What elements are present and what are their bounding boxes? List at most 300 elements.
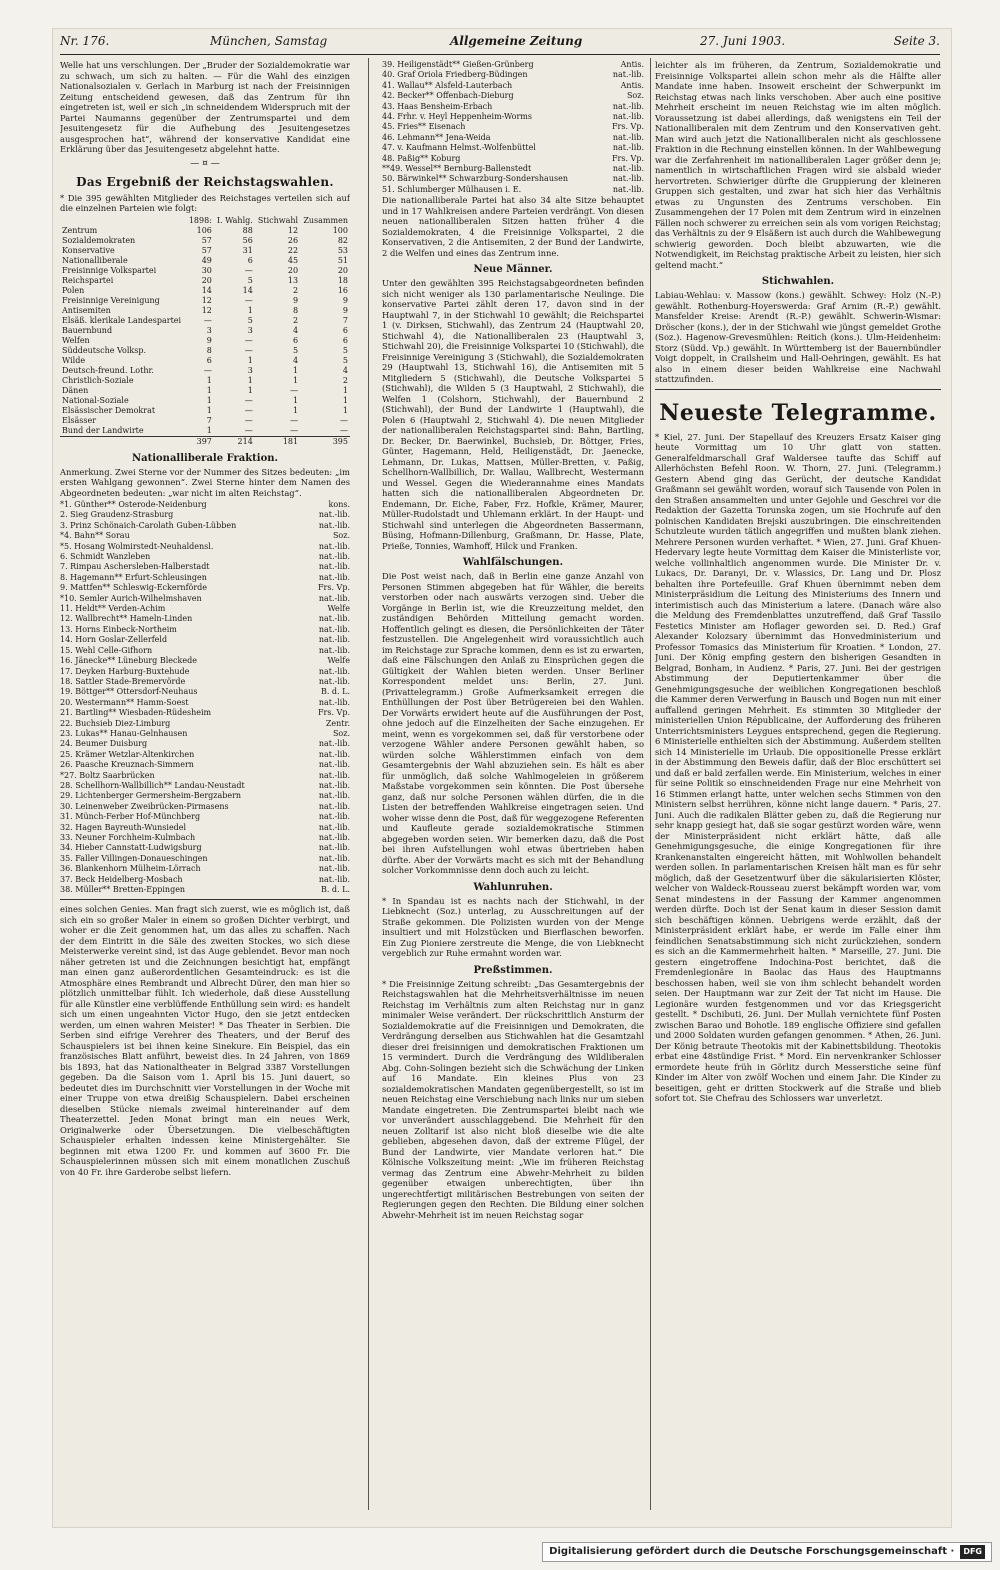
list-item [60, 750, 350, 760]
list-item [60, 552, 350, 562]
table-cell: — [244, 345, 253, 355]
table-cell: 1 [247, 385, 253, 395]
table-cell: 5 [247, 315, 253, 325]
table-cell: 26 [287, 235, 299, 245]
table-cell: Dänen [62, 385, 89, 395]
table-row [60, 406, 350, 416]
list-item [382, 70, 644, 80]
table-cell: 20 [201, 275, 212, 285]
table-cell: 106 [196, 225, 212, 235]
list-item [60, 604, 350, 614]
table-cell: — [203, 315, 212, 325]
section-title-stichwahlen: Stichwahlen. [761, 276, 835, 287]
table-cell [60, 436, 186, 447]
member-name: 23. Lukas** Hanau-Gelnhausen [60, 728, 188, 738]
continued-text: leichter als im früheren, da Zentrum, Sozialdemokratie und Freisinnige Volkspartei allein schon mehr als die Hälfte aller Mandate inne haben. Insoweit erscheint der Schwerpunkt im Reichstag etwas nach links verschoben. Aber auch eine positive Mehrheit erscheint im neuen Reichstag wie im alten möglich. Voraussetzung ist dabei allerdings, daß wenigstens ein Teil der Nationalliberalen mit dem Zentrum und den Konservativen geht. Man wird auch jetzt die Nationalliberalen nicht als geschlossene Fraktion in die Rechnung einstellen können. In der Wahlbewegung war die Zerfahrenheit im nationalliberalen Lager größer denn je; namentlich in wirtschaftlichen Fragen wird sie alsbald wieder hervortreten. Schwieriger dürfte die Gruppierung der kleineren Gruppen sich gestalten, und zwar hat sich hier das Verhältnis etwas zu Ungunsten des Zentrums verschoben. Ein Zusammengehen der 17 Polen mit dem Zentrum wird in einzelnen Fällen noch schwerer zu erreichen sein als vom vorigen Reichstag; das Verhältnis zu der 9 Elsäßern ist auch durch die Wahlbewegung schwierig geworden. Doch bleibt abzuwarten, wie die Notwendigkeit, im Reichstag praktische Arbeit zu leisten, hier sich geltend macht.“ [655, 60, 941, 270]
member-party: nat.-lib. [318, 666, 350, 676]
member-name: 12. Wallbrecht** Hameln-Linden [60, 614, 193, 624]
list-item [60, 510, 350, 520]
list-item [60, 594, 350, 604]
list-item [382, 81, 644, 91]
member-name: 48. Paßig** Koburg [382, 153, 461, 163]
page-header [60, 32, 940, 52]
table-cell: 88 [242, 225, 253, 235]
list-item [60, 823, 350, 833]
issue-number: Nr. 176. [60, 34, 110, 48]
section-title-telegramme: Neueste Telegramme. [659, 399, 937, 426]
member-party: Frs. Vp. [611, 153, 644, 163]
member-name: 30. Leinenweber Zweibrücken-Pirmasens [60, 801, 229, 811]
member-name: 34. Hieber Cannstatt-Ludwigsburg [60, 843, 202, 853]
column-divider [650, 58, 651, 1510]
table-cell: Antisemiten [62, 305, 111, 315]
table-cell: 53 [337, 245, 348, 255]
table-row [60, 416, 350, 426]
table-cell: — [244, 405, 253, 415]
list-item [60, 656, 350, 666]
member-party: nat.-lib. [318, 510, 350, 520]
table-cell: — [290, 385, 299, 395]
results-table [60, 216, 350, 447]
table-header-cell: I. Wahlg. [216, 215, 253, 225]
list-item [60, 562, 350, 572]
member-name: 11. Heldt** Verden-Achim [60, 604, 166, 614]
table-cell: 6 [247, 255, 253, 265]
section-title-wahlfaelschungen: Wahlfälschungen. [462, 557, 564, 569]
table-row [60, 236, 350, 246]
stichwahlen-text: Labiau-Wehlau: v. Massow (kons.) gewählt. Schwey: Holz (N.-P.) gewählt. Rothenburg-Hoyerswerda: Graf Arnim (R.-P.) gewählt. Mansfelder Kreise: Arendt (R.-P.) gewählt. Schwerin-Wismar: Dröscher (kons.), der in der Stichwahl wie jüngst gemeldet Grothe (Soz.). Hagenow-Grevesmühlen: Reitich (kons.). Ulm-Heidenheim: Storz (Südd. Vp.) gewählt. In Württemberg ist der Bauernbündler Voigt doppelt, in Crailsheim und Hall-Oehringen, gewählt. Es hat also in einem dieser beiden Wahlkreise eine Nachwahl stattzufinden. [655, 290, 941, 384]
table-cell: 3 [247, 365, 253, 375]
member-party: nat.-lib. [318, 614, 350, 624]
list-item [382, 122, 644, 132]
table-cell: Christlich-Soziale [62, 375, 134, 385]
member-party: nat.-lib. [612, 164, 644, 174]
table-cell: 82 [337, 235, 348, 245]
list-item [382, 174, 644, 184]
member-party: Zentr. [325, 718, 350, 728]
table-cell: 1 [293, 405, 299, 415]
member-name: 26. Paasche Kreuznach-Simmern [60, 760, 194, 770]
table-cell: Elsässischer Demokrat [62, 405, 156, 415]
member-party: kons. [328, 500, 350, 509]
section-title-pressstimmen: Preßstimmen. [473, 964, 553, 976]
member-party: Frs. Vp. [317, 708, 350, 718]
member-name: *1. Günther** Osterode-Neidenburg [60, 500, 207, 509]
table-cell: 1 [206, 405, 212, 415]
member-name: 3. Prinz Schönaich-Carolath Guben-Lübben [60, 520, 237, 530]
member-party: Soz. [332, 531, 350, 541]
member-party: Antis. [620, 80, 644, 90]
member-party: nat.-lib. [318, 552, 350, 562]
member-name: 18. Sattler Stade-Bremervörde [60, 676, 186, 686]
member-party: nat.-lib. [318, 572, 350, 582]
member-name: 14. Horn Goslar-Zellerfeld [60, 635, 168, 645]
table-cell: 14 [201, 285, 212, 295]
table-row [60, 386, 350, 396]
table-cell: 9 [342, 295, 348, 305]
member-party: nat.-lib. [612, 70, 644, 80]
table-cell: 14 [242, 285, 253, 295]
pressstimmen-text: * Die Freisinnige Zeitung schreibt: „Das Gesamtergebnis der Reichstagswahlen hat die Mehrheitsverhältnisse im neuen Reichstag im Verhältnis zum alten Reichstag nur in ganz minimaler Weise verändert. Der rückschrittlich Ansturm der Sozialdemokratie auf die Freisinnigen und Demokraten, die Verdrängung derselben aus Stichwahlen hat die Gesamtzahl dieser drei freisinnigen und demokratischen Fraktionen um 15 vermindert. Durch die Verdrängung des Wildliberalen Abg. Cohn-Solingen bezieht sich die Schwächung der Linken auf 16 Mandate. Ein kleines Plus von 23 sozialdemokratischen Mandaten gegenübergestellt, so ist im neuen Reichstag eine Verschiebung nach links nur um sieben Mandate eingetreten. Die Zentrumspartei bleibt nach wie vor unverändert ausschlaggebend. Die Mehrheit für den neuen Zolltarif ist also nicht bloß dieselbe wie die alte geblieben, abgesehen davon, daß der extreme Flügel, der Bund der Landwirte, vier Mandate verloren hat.“ Die Kölnische Volkszeitung meint: „Wie im früheren Reichstag vermag das Zentrum eine Abwehr-Mehrheit zu bilden gegenüber etwaigen unberechtigten, über ihn ungerechtfertigt militärischen Bestrebungen von seiten der Regierungen gegen den Rechten. Die Bildung einer solchen Abwehr-Mehrheit ist im neuen Reichstag sogar [382, 978, 644, 1220]
table-cell: 2 [293, 315, 299, 325]
table-cell: 7 [206, 415, 212, 425]
issue-date: 27. Juni 1903. [700, 34, 786, 48]
table-cell: 45 [287, 255, 299, 265]
table-cell: 6 [342, 325, 348, 335]
table-cell: 1 [293, 395, 299, 405]
table-cell: 2 [293, 285, 299, 295]
table-cell: 4 [293, 325, 299, 335]
table-header-cell [60, 216, 186, 226]
list-item [382, 143, 644, 153]
list-item [382, 133, 644, 143]
member-name: 32. Hagen Bayreuth-Wunsiedel [60, 822, 187, 832]
list-item [60, 864, 350, 874]
table-header-cell: Zusammen [303, 215, 348, 225]
member-name: 37. Beck Heidelberg-Mosbach [60, 874, 183, 884]
member-name: 13. Horns Einbeck-Northeim [60, 624, 177, 634]
table-cell: 2 [342, 375, 348, 385]
column-2 [382, 60, 644, 1510]
list-item [60, 573, 350, 583]
list-item [60, 833, 350, 843]
member-party: Frs. Vp. [317, 583, 350, 593]
table-cell: 3 [247, 325, 253, 335]
table-cell: 181 [255, 436, 300, 447]
member-party: Welfe [327, 604, 350, 614]
member-name: 35. Faller Villingen-Donaueschingen [60, 853, 208, 863]
member-party: nat.-lib. [318, 822, 350, 832]
table-cell: 20 [337, 265, 348, 275]
table-cell: 9 [342, 305, 348, 315]
member-name: 24. Beumer Duisburg [60, 739, 148, 749]
divider [60, 899, 350, 900]
table-row [60, 376, 350, 386]
member-party: nat.-lib. [318, 801, 350, 811]
table-cell: 100 [332, 225, 348, 235]
table-row [60, 296, 350, 306]
list-item [382, 91, 644, 101]
table-cell: 4 [342, 365, 348, 375]
list-item [60, 854, 350, 864]
table-cell: 49 [201, 255, 212, 265]
list-item [60, 625, 350, 635]
member-name: 21. Bartling** Wiesbaden-Rüdesheim [60, 708, 212, 718]
table-cell: 9 [206, 335, 212, 345]
member-name: 19. Böttger** Ottersdorf-Neuhaus [60, 687, 198, 697]
list-item [60, 646, 350, 656]
member-party: Welfe [327, 656, 350, 666]
member-party: nat.-lib. [318, 635, 350, 645]
table-header-cell: Stichwahl [257, 215, 299, 225]
table-cell: 56 [242, 235, 253, 245]
table-cell: Polen [62, 285, 85, 295]
list-item [60, 614, 350, 624]
table-cell: 1 [293, 375, 299, 385]
table-cell: 16 [337, 285, 348, 295]
member-party: nat.-lib. [612, 132, 644, 142]
table-cell: — [244, 265, 253, 275]
table-row [60, 336, 350, 346]
table-cell: 9 [293, 295, 299, 305]
divider [655, 389, 941, 390]
table-cell: 1 [206, 395, 212, 405]
table-cell: 5 [293, 345, 299, 355]
member-name: 43. Haas Bensheim-Erbach [382, 101, 493, 111]
member-party: Frs. Vp. [611, 122, 644, 132]
list-item [382, 60, 644, 70]
table-cell: 6 [293, 335, 299, 345]
member-party: nat.-lib. [318, 624, 350, 634]
table-cell: 57 [201, 245, 212, 255]
member-party: nat.-lib. [318, 874, 350, 884]
table-cell: Sozialdemokraten [62, 235, 136, 245]
table-cell: Reichspartei [62, 275, 114, 285]
table-cell: — [340, 415, 348, 425]
summary-text: Die nationalliberale Partei hat also 34 alte Sitze behauptet und in 17 Wahlkreisen andere Parteien verdrängt. Von diesen neuen nationalliberalen Sitzen hatten früher 4 die Sozialdemokraten, 4 die Freisinnige Volkspartei, 2 die Konservativen, 2 die Antisemiten, 2 der Bund der Landwirte, 2 die Welfen und eines das Zentrum inne. [382, 195, 644, 258]
section-note: Anmerkung. Zwei Sterne vor der Nummer des Sitzes bedeuten: „im ersten Wahlgang gewonnen“. Zwei Sterne hinter dem Namen des Abgeordneten bedeuten: „war nicht im alten Reichstag“. [60, 466, 350, 498]
list-item [382, 112, 644, 122]
member-party: nat.-lib. [318, 780, 350, 790]
table-cell: — [203, 365, 212, 375]
header-rule [60, 54, 940, 55]
table-row [60, 226, 350, 236]
table-cell: 1 [293, 365, 299, 375]
table-cell: 30 [201, 265, 212, 275]
list-item [60, 843, 350, 853]
member-name: 42. Becker** Offenbach-Dieburg [382, 91, 514, 101]
member-name: 36. Blankenhorn Mülheim-Lörrach [60, 864, 201, 874]
column-1 [60, 60, 350, 1510]
list-item [60, 739, 350, 749]
table-cell: 5 [342, 345, 348, 355]
member-name: 20. Westermann** Hamm-Soest [60, 697, 189, 707]
list-item [60, 719, 350, 729]
list-item [60, 500, 350, 510]
member-party: nat.-lib. [318, 749, 350, 759]
digitization-footer [542, 1542, 992, 1562]
member-party: nat.-lib. [318, 812, 350, 822]
table-cell: 13 [287, 275, 299, 285]
table-cell: — [340, 425, 348, 435]
member-name: **49. Wessel** Bernburg-Ballenstedt [382, 164, 532, 174]
place-date: München, Samstag [210, 34, 328, 48]
member-name: 29. Lichtenberger Germersheim-Bergzabern [60, 791, 242, 801]
table-cell: Zentrum [62, 225, 98, 235]
member-party: nat.-lib. [318, 676, 350, 686]
list-item [60, 687, 350, 697]
member-party: nat.-lib. [318, 593, 350, 603]
table-cell: — [244, 395, 253, 405]
table-cell: 6 [206, 355, 212, 365]
member-name: 28. Schellhorn-Wallbillich** Landau-Neustadt [60, 780, 245, 790]
member-name: 41. Wallau** Alsfeld-Lauterbach [382, 80, 513, 90]
table-cell: Elsäß. klerikale Landespartei [62, 315, 182, 325]
table-row [60, 366, 350, 376]
table-cell: 6 [342, 335, 348, 345]
section-title-wahlunruhen: Wahlunruhen. [473, 881, 553, 893]
table-row [60, 246, 350, 256]
footer-text: Digitalisierung gefördert durch die Deutsche Forschungsgemeinschaft · [549, 1546, 955, 1557]
member-name: 2. Sieg Graudenz-Strasburg [60, 510, 174, 520]
member-name: *4. Bahn** Sorau [60, 531, 130, 541]
member-name: 15. Wehl Celle-Gifhorn [60, 645, 153, 655]
table-cell: 1 [247, 305, 253, 315]
table-cell: 214 [214, 436, 255, 447]
table-cell: 3 [206, 325, 212, 335]
table-cell: 5 [247, 275, 253, 285]
member-party: nat.-lib. [318, 739, 350, 749]
table-row [60, 356, 350, 366]
table-cell: 1 [206, 375, 212, 385]
member-party: nat.-lib. [318, 760, 350, 770]
table-row [60, 396, 350, 406]
member-name: 51. Schlumberger Mülhausen i. E. [382, 184, 522, 194]
member-name: 33. Neuner Forchheim-Kulmbach [60, 833, 196, 842]
table-cell: 395 [300, 436, 350, 447]
table-cell: Bauernbund [62, 325, 113, 335]
neue-maenner-text: Unter den gewählten 395 Reichstagsabgeordneten befinden sich nicht weniger als 130 parlamentarische Neulinge. Die konservative Partei zählt deren 17, davon sind in der Hauptwahl 7, in der Stichwahl 10 gewählt; die Reichspartei 1 (v. Dirksen, Stichwahl), das Zentrum 24 (Hauptwahl 20, Stichwahl 4), die Nationalliberalen 23 (Hauptwahl 3, Stichwahl 20), die Freisinnige Volkspartei 10 (Stichwahl), die Freisinnige Vereinigung 3 (Stichwahl), die Sozialdemokraten 29 (Hauptwahl 13, Stichwahl 16), die Antisemiten mit 5 Mitgliedern 5 (Stichwahl), die Deutsche Volkspartei 5 (Stichwahl), die Wilden 5 (3 Hauptwahl, 2 Stichwahl), die Welfen 1 (Colshorn, Stichwahl), der Bauernbund 2 (Stichwahl), der Bund der Landwirte 1 (Hauptwahl), die Polen 6 (Hauptwahl 2, Stichwahl 4). Die neuen Mitglieder der nationalliberalen Reichstagspartei sind: Bahn, Bartling, Dr. Becker, Dr. Baerwinkel, Buchsieb, Dr. Böttger, Fries, Günter, Hagemann, Held, Heiligenstädt, Dr. Jaenecke, Lehmann, Dr. Lukas, Mattsen, Müller-Bretten, v. Paßig, Schellhorn-Wallbillich, Dr. Wallau, Wallbrecht, Westermann und Wessel. Gegen die Wiederannahme eines Mandats hatten sich die nationalliberalen Abgeordneten Dr. Endemann, Dr. Eiche, Faber, Frz. Hofkle, Krämer, Maurer, Müller-Rudolstadt und Uhlemann erklärt. In der Haupt- und Stichwahl sind unterlegen die Abgeordneten Bassermann, Büsing, Hofmann-Dillenburg, Graßmann, Dr. Hasse, Plate, Prieße, Tonnies, Wamhoff, Hilck und Franken. [382, 278, 644, 551]
telegramme-text: * Kiel, 27. Juni. Der Stapellauf des Kreuzers Ersatz Kaiser ging heute Vormittag um 10 Uhr glatt von statten. Generalfeldmarschall Graf Waldersee taufte das Schiff auf Allerhöchsten Befehl Roon. W. Thorn, 27. Juni. (Telegramm.) Gestern Abend ging das Gerücht, der deutsche Kandidat Graßmann sei gewählt worden, worauf sich Tausende von Polen in den Straßen ansammelten und unter Gejohle und Geschrei vor die Redaktion der Gazetta Torunska zogen, um sie Hochrufe auf den polnischen Kandidaten Brejski auszubringen. Die einschreitenden Schutzleute wurden tätlich angegriffen und mußten blank ziehen. Mehrere Personen wurden verhaftet. * Wien, 27. Juni. Graf Khuen-Hedervary legte heute Vormittag dem Kaiser die Ministerliste vor, welche vollinhaltlich angenommen wurde. Die Minister Dr. v. Lukacs, Dr. Daranyi, Dr. v. Wlassics, Dr. Lang und Dr. Plosz behalten ihre Portefeuille. Graf Khuen übernimmt neben dem Ministerpräsidium die Leitung des Ministeriums des Innern und interimistisch auch das Ministerium a latere. (Danach wäre also die Meldung des Fremdenblattes unzutreffend, daß Graf Tassilo Festetics Minister am Hoflager geworden sei. D. Red.) Graf Alexander Kolozsary übernimmt das Honvedministerium und Professor Tomasics das Ministerium für Kroatien. * London, 27. Juni. Der König empfing gestern den bisherigen Gesandten in Belgrad, Bonham, in Audienz. * Paris, 27. Juni. Bei der gestrigen Abstimmung der Deputiertenkammer über die Genehmigungsgesuche der weiblichen Kongregationen beschloß die Kammer deren Verwerfung in Bausch und Bogen nun mit einer auffallend geringen Mehrheit. Es stimmten 30 Mitglieder der ministeriellen Union Républicaine, der Aufforderung des früheren Unterrichtsministers Leygues entsprechend, gegen die Regierung. 6 Ministerielle enthielten sich der Abstimmung. Außerdem stellten sich 14 Ministerielle im Urlaub. Die oppositionelle Presse erklärt in der Abstimmung den Beweis dafür, daß der Bloc erschüttert sei und daß er bald zerfallen werde. Ein Ministerium, welches in einer für seine Politik so einschneidenden Frage nur eine Mehrheit von 16 Stimmen erlangt hatte, unter welchen sechs Stimmen von den Ministern selbst herrühren, könne nicht lange dauern. * Paris, 27. Juni. Auch die radikalen Blätter geben zu, daß die Regierung nur sehr knapp gesiegt hat, daß sie sogar gestürzt worden wäre, wenn der Ministerpräsident nicht erklärt hätte, daß alle Genehmigungsgesuche, die einige Kongregationen für ihre Krankenanstalten eingereicht hätten, mit Wohlwollen behandelt werden sollen. In parlamentarischen Kreisen hält man es für sehr möglich, daß der Gesetzentwurf über die säkularisierten Klöster, welcher von Waldeck-Rousseau zuerst bekämpft worden war, vom Senat mindestens in der Fassung der Kammer angenommen werden dürfte. Doch ist der Senat kaum in dieser Session damit sich beschäftigen können. Uebrigens werde erzählt, daß der Ministerpräsident erklärt habe, er werde im Falle einer ihm feindlichen Senatsabstimmung sich nicht zurückziehen, sondern es sich an die Kammermehrheit halten. * Marseille, 27. Juni. Die gestern eingetroffene Indochina-Post berichtet, daß die Fremdenlegionäre in Baolac das Haus des Hauptmanns beschossen haben, weil sie von ihm schlecht behandelt worden seien. Der Hauptmann war zur Zeit der Tat nicht im Hause. Die Legionäre wurden festgenommen und vor das Kriegsgericht gestellt. * Dschibuti, 26. Juni. Der Mullah vernichtete fünf Posten zwischen Barao und Bohotle. 189 englische Offiziere sind gefallen und 2000 Soldaten wurden gefangen genommen. * Athen, 26. Juni. Der König betraute Theotokis mit der Kabinettsbildung. Theotokis erbat eine 48stündige Frist. * Mord. Ein nervenkranker Schlosser ermordete heute früh in Görlitz durch Messerstiche seine fünf Kinder im Alter von zwölf Wochen und einem Jahr. Die Kinder zu beseitigen, geht er dritten Stockwerk auf die Straße und blieb sofort tot. Sie Chefrau des Schlossers war unverletzt. [655, 431, 941, 1103]
member-name: 47. v. Kaufmann Helmst.-Wolfenbüttel [382, 143, 536, 153]
table-cell: 1 [342, 405, 348, 415]
list-item [60, 760, 350, 770]
column-3 [655, 60, 941, 1510]
member-party: nat.-lib. [318, 833, 350, 842]
list-item [60, 771, 350, 781]
table-cell: 12 [201, 295, 212, 305]
member-party: B. d. L. [320, 885, 350, 895]
member-name: 6. Schmidt Wanzleben [60, 552, 151, 562]
member-party: nat.-lib. [318, 864, 350, 874]
table-cell: 1 [247, 375, 253, 385]
table-cell: Elsässer [62, 415, 97, 425]
table-row [60, 276, 350, 286]
member-name: 44. Frhr. v. Heyl Heppenheim-Worms [382, 112, 532, 122]
table-cell: 57 [201, 235, 212, 245]
list-item [60, 885, 350, 895]
member-name: 50. Bärwinkel** Schwarzburg-Sondershausen [382, 174, 568, 184]
member-party: Soz. [626, 91, 644, 101]
member-name: 45. Fries** Eisenach [382, 122, 466, 132]
list-item [382, 164, 644, 174]
wahlfaelschungen-text: Die Post weist nach, daß in Berlin eine ganze Anzahl von Personen Stimmen abgegeben hat für Wähler, die bereits verstorben oder nach auswärts verzogen sind. Ueber die Vorgänge in Berlin ist, wie die Kreuzzeitung meldet, den zuständigen Behörden Mitteilung gemacht worden. Hoffentlich gelingt es diesen, die Persönlichkeiten der Täter festzustellen. Die Angelegenheit wird voraussichtlich auch im Reichstage zur Sprache kommen, denn es ist zu erwarten, daß eine Fälschungen den Anlaß zu Einsprüchen gegen die Gültigkeit der Wahlen bieten werden. Unser Berliner Korrespondent meldet uns: Berlin, 27. Juni. (Privattelegramm.) Große Aufmerksamkeit erregen die Enthüllungen der Post über Betrügereien bei den Wahlen. Der Vorwärts erwidert heute auf die Ausführungen der Post, ohne jedoch auf die Einzelheiten der Sache einzugehen. Er meint, wenn es vorgekommen sei, daß für verstorbene oder verzogene Wähler andere Personen gewählt haben, so würden solche Wählerstimmen einfach von dem Gesamtergebnis der Wahl abzuziehen sein. Es hält es aber für unmöglich, daß solche Wahlmogeleien in größerem Maßstabe vorgekommen sein könnten. Die Post übersehe ganz, daß nur solche Personen wählen dürfen, die in die Listen der betreffenden Wahlkreise eingetragen seien. Und woher wisse denn die Post, daß für weggezogene Referenten und Kaufleute gerade sozialdemokratische Stimmen abgegeben worden seien. Wir bemerken dazu, daß die Post bei ihren Aufstellungen wohl etwas übertrieben haben dürfte. Aber der Vorwärts macht es sich mit der Behandlung solcher Vorkommnisse denn doch auch zu leicht. [382, 571, 644, 876]
member-party: nat.-lib. [612, 174, 644, 184]
member-list [60, 500, 350, 895]
table-cell: 1 [342, 395, 348, 405]
table-row [60, 436, 350, 447]
member-name: 38. Müller** Bretten-Eppingen [60, 885, 186, 895]
list-item [60, 667, 350, 677]
list-item [60, 531, 350, 541]
page-number: Seite 3. [893, 34, 940, 48]
list-item [382, 185, 644, 195]
table-cell: Nationalliberale [62, 255, 128, 265]
list-item [60, 521, 350, 531]
table-cell: — [290, 425, 299, 435]
member-party: nat.-lib. [318, 562, 350, 572]
table-row [60, 256, 350, 266]
wahlunruhen-text: * In Spandau ist es nachts nach der Stichwahl, in der Liebknecht (Soz.) unterlag, zu Ausschreitungen auf der Straße gekommen. Die Polizisten wurden von der Menge insultiert und mit Holzstücken und Bierflaschen beworfen. Ein Zug Pioniere zerstreute die Menge, die von Liebknecht vergeblich zur Ruhe ermahnt worden war. [382, 895, 644, 959]
member-name: *10. Semler Aurich-Wilhelmshaven [60, 593, 202, 603]
member-name: 31. Münch-Ferber Hof-Münchberg [60, 812, 201, 822]
table-row [60, 346, 350, 356]
member-party: nat.-lib. [318, 520, 350, 530]
member-party: nat.-lib. [318, 541, 350, 551]
member-party: nat.-lib. [318, 843, 350, 853]
list-item [60, 708, 350, 718]
list-item [60, 583, 350, 593]
table-cell: Wilde [62, 355, 86, 365]
member-party: nat.-lib. [612, 101, 644, 111]
table-cell: Süddeutsche Volksp. [62, 345, 147, 355]
member-party: Antis. [620, 60, 644, 69]
member-name: 40. Graf Oriola Friedberg-Büdingen [382, 70, 528, 80]
table-cell: — [244, 295, 253, 305]
article-intro: Welle hat uns verschlungen. Der „Bruder der Sozialdemokratie war zu schwach, um sich zu halten. — Für die Wahl des einzigen Nationalsozialen v. Gerlach in Marburg ist nach der Freisinnigen Zeitung entscheidend gewesen, daß das Zentrum für ihn eingetreten ist, weil er sich „in schneidendem Widerspruch mit der Partei Naumanns gegenüber der Zentrumspartei und dem Jesuitengesetz für die Aufhebung des Jesuitengesetzes ausgesprochen hat“, während der konservative Kandidat eine Erklärung über das Jesuitengesetz abgelehnt hatte. [60, 60, 350, 154]
list-item [60, 812, 350, 822]
member-name: *5. Hosang Wolmirstedt-Neuhaldensl. [60, 541, 214, 551]
table-row [60, 316, 350, 326]
table-header-cell: 1898: [188, 215, 212, 225]
member-name: 7. Rimpau Aschersleben-Halberstadt [60, 562, 210, 572]
member-party: B. d. L. [320, 687, 350, 697]
member-name: 22. Buchsieb Diez-Limburg [60, 718, 171, 728]
list-item [382, 154, 644, 164]
table-cell: 5 [342, 355, 348, 365]
table-row [60, 326, 350, 336]
section-title-nationalliberale: Nationalliberale Fraktion. [131, 452, 279, 464]
list-item [60, 542, 350, 552]
separator: — ¤ — [190, 158, 220, 169]
table-cell: — [244, 415, 253, 425]
table-cell: 18 [337, 275, 348, 285]
member-name: 39. Heiligenstädt** Gießen-Grünberg [382, 60, 534, 69]
list-item [60, 781, 350, 791]
member-name: 17. Deyken Harburg-Buxtehude [60, 666, 190, 676]
member-name: 8. Hagemann** Erfurt-Schleusingen [60, 572, 207, 582]
member-party: nat.-lib. [318, 645, 350, 655]
member-party: Soz. [332, 728, 350, 738]
table-cell: 31 [242, 245, 253, 255]
table-cell: — [290, 415, 299, 425]
member-party: nat.-lib. [318, 853, 350, 863]
table-cell: 397 [186, 436, 214, 447]
table-cell: Freisinnige Volkspartei [62, 265, 157, 275]
table-cell: 4 [293, 355, 299, 365]
table-cell: Deutsch-freund. Lothr. [62, 365, 154, 375]
table-cell: 8 [293, 305, 299, 315]
member-party: nat.-lib. [612, 184, 644, 194]
article-title-ergebnis: Das Ergebniß der Reichstagswahlen. [76, 174, 334, 189]
table-cell: 20 [287, 265, 299, 275]
table-cell: — [244, 335, 253, 345]
member-party: nat.-lib. [318, 697, 350, 707]
table-cell: 1 [342, 385, 348, 395]
table-cell: Bund der Landwirte [62, 425, 144, 435]
member-name: 9. Mattfen** Schleswig-Eckernförde [60, 583, 208, 593]
table-cell: Konservative [62, 245, 115, 255]
list-item [60, 698, 350, 708]
list-item [60, 802, 350, 812]
table-cell: 8 [206, 345, 212, 355]
masthead: Allgemeine Zeitung [450, 34, 583, 48]
list-item [60, 791, 350, 801]
list-item [382, 102, 644, 112]
member-party: nat.-lib. [318, 791, 350, 801]
table-row [60, 426, 350, 437]
table-cell: 1 [247, 355, 253, 365]
